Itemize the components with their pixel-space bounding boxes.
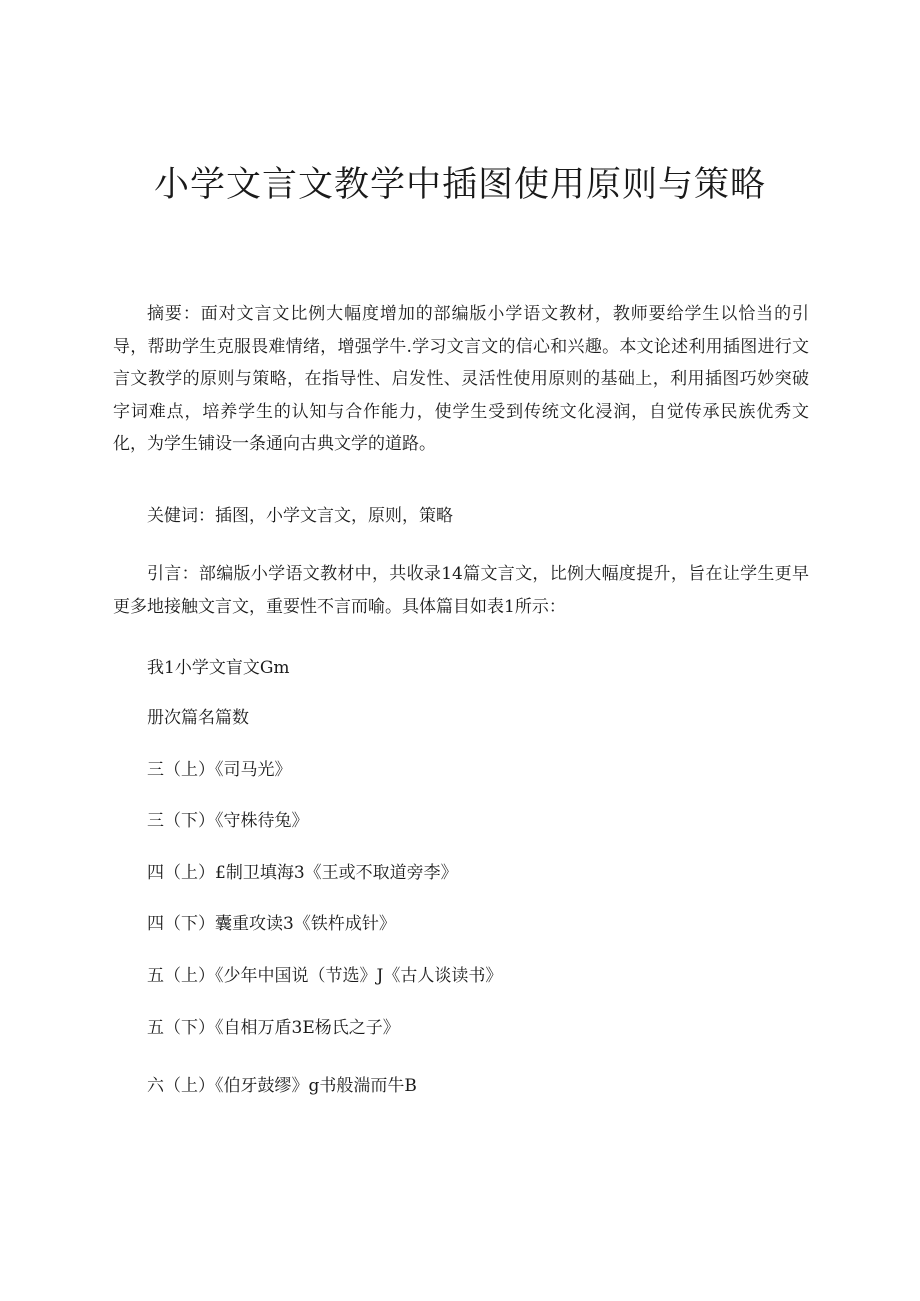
keywords-paragraph: 关健词：插图，小学文言文，原则，策略: [147, 506, 453, 526]
table-caption: 我1小学文盲文Gm: [147, 658, 290, 678]
table-row: 六（上）《伯牙鼓缪》g书般湍而牛B: [147, 1076, 417, 1096]
intro-paragraph: 引言：部编版小学语文教材中，共收录14篇文言文，比例大幅度提升，旨在让学生更早更多地接触文言文，重要性不言而喻。具体篇目如表1所示：: [113, 564, 809, 617]
table-row: 四（上）£制卫填海3《王或不取道旁李》: [147, 863, 458, 883]
document-title: 小学文言文教学中插图使用原则与策略: [153, 165, 766, 205]
table-row: 五（上）《少年中国说（节选》J《古人谈读书》: [147, 966, 503, 986]
abstract-paragraph: 摘要：面对文言文比例大幅度增加的部编版小学语文教材，教师要给学生以恰当的引导，帮助学生克服畏难情绪，增强学牛.学习文言文的信心和兴趣。本文论述利用插图进行文言文教学的原则与策略，在指导性、启发性、灵活性使用原则的基础上，利用插图巧妙突破字词难点，培养学生的认知与合作能力，使学生受到传统文化浸润，自觉传承民族优秀文化，为学生铺设一条通向古典文学的道路。: [113, 304, 809, 454]
table-row: 三（上）《司马光》: [147, 760, 292, 780]
table-row: 四（下）囊重攻读3《铁杵成针》: [147, 914, 396, 934]
table-header: 册次篇名篇数: [147, 708, 249, 728]
table-row: 三（下）《守株待兔》: [147, 811, 309, 831]
table-row: 五（下）《自相万盾3E杨氏之子》: [147, 1018, 400, 1038]
